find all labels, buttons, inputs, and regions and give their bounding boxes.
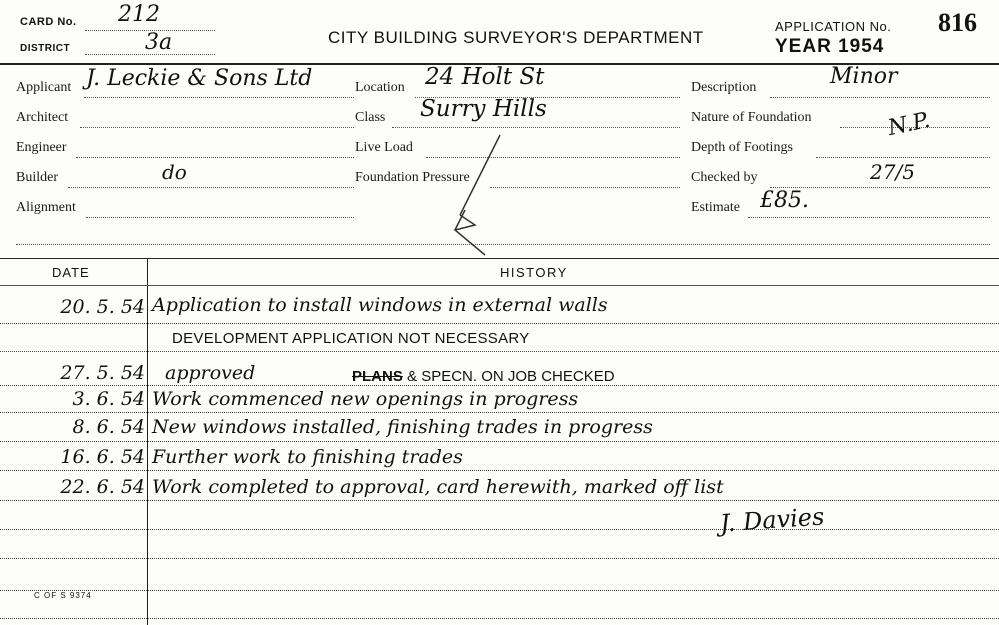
application-no-label: APPLICATION No. xyxy=(775,19,892,34)
form-code: C OF S 9374 xyxy=(34,591,92,600)
history-date: 20. 5. 54 xyxy=(60,296,145,318)
class-value: Surry Hills xyxy=(420,96,547,122)
builder-value: do xyxy=(162,160,187,184)
history-text: Work commenced new openings in progress xyxy=(152,388,579,410)
location-value: 24 Holt St xyxy=(425,64,545,90)
history-text: Application to install windows in external walls xyxy=(152,294,608,316)
history-date: 22. 6. 54 xyxy=(60,476,145,498)
engineer-label: Engineer xyxy=(16,140,67,155)
district-value: 3a xyxy=(145,30,173,55)
estimate-label: Estimate xyxy=(691,200,740,215)
applicant-value: J. Leckie & Sons Ltd xyxy=(86,66,313,91)
estimate-value: £85. xyxy=(760,188,809,213)
card-no-label: CARD No. xyxy=(20,16,77,28)
nature-label: Nature of Foundation xyxy=(691,110,812,125)
applicant-label: Applicant xyxy=(16,80,72,95)
nature-value: N.P. xyxy=(885,107,933,142)
history-date: 27. 5. 54 xyxy=(60,362,145,384)
application-no-value: 816 xyxy=(938,8,977,37)
plans-struck: PLANS xyxy=(352,368,403,385)
live-load-label: Live Load xyxy=(355,140,413,155)
development-application-note: DEVELOPMENT APPLICATION NOT NECESSARY xyxy=(172,330,530,347)
signature: J. Davies xyxy=(719,502,826,538)
plans-stamp xyxy=(352,368,615,385)
alignment-label: Alignment xyxy=(16,200,76,215)
history-text: approved xyxy=(165,362,256,384)
location-label: Location xyxy=(355,80,405,95)
year-label: YEAR 1954 xyxy=(775,36,885,57)
stamp-text: & SPECN. ON JOB CHECKED xyxy=(407,368,615,385)
foundation-pressure-label: Foundation Pressure xyxy=(355,170,470,185)
class-label: Class xyxy=(355,110,386,125)
history-top-rule xyxy=(0,258,999,259)
checked-by-label: Checked by xyxy=(691,170,758,185)
architect-label: Architect xyxy=(16,110,69,125)
history-text: New windows installed, finishing trades in progress xyxy=(152,416,653,438)
description-value: Minor xyxy=(830,64,898,89)
card-no-value: 212 xyxy=(118,2,160,27)
history-date: 16. 6. 54 xyxy=(60,446,145,468)
district-label: DISTRICT xyxy=(20,43,71,54)
checked-by-value: 27/5 xyxy=(870,160,915,184)
builder-label: Builder xyxy=(16,170,58,185)
description-label: Description xyxy=(691,80,757,95)
date-header: DATE xyxy=(52,265,90,280)
history-text: Work completed to approval, card herewith, marked off list xyxy=(152,476,724,498)
history-date: 3. 6. 54 xyxy=(72,388,145,410)
department-title: CITY BUILDING SURVEYOR'S DEPARTMENT xyxy=(328,28,704,47)
depth-label: Depth of Footings xyxy=(691,140,793,155)
pencil-arrow-mark xyxy=(440,130,530,265)
history-text: Further work to finishing trades xyxy=(152,446,463,468)
history-date: 8. 6. 54 xyxy=(72,416,145,438)
history-header: HISTORY xyxy=(500,265,568,280)
